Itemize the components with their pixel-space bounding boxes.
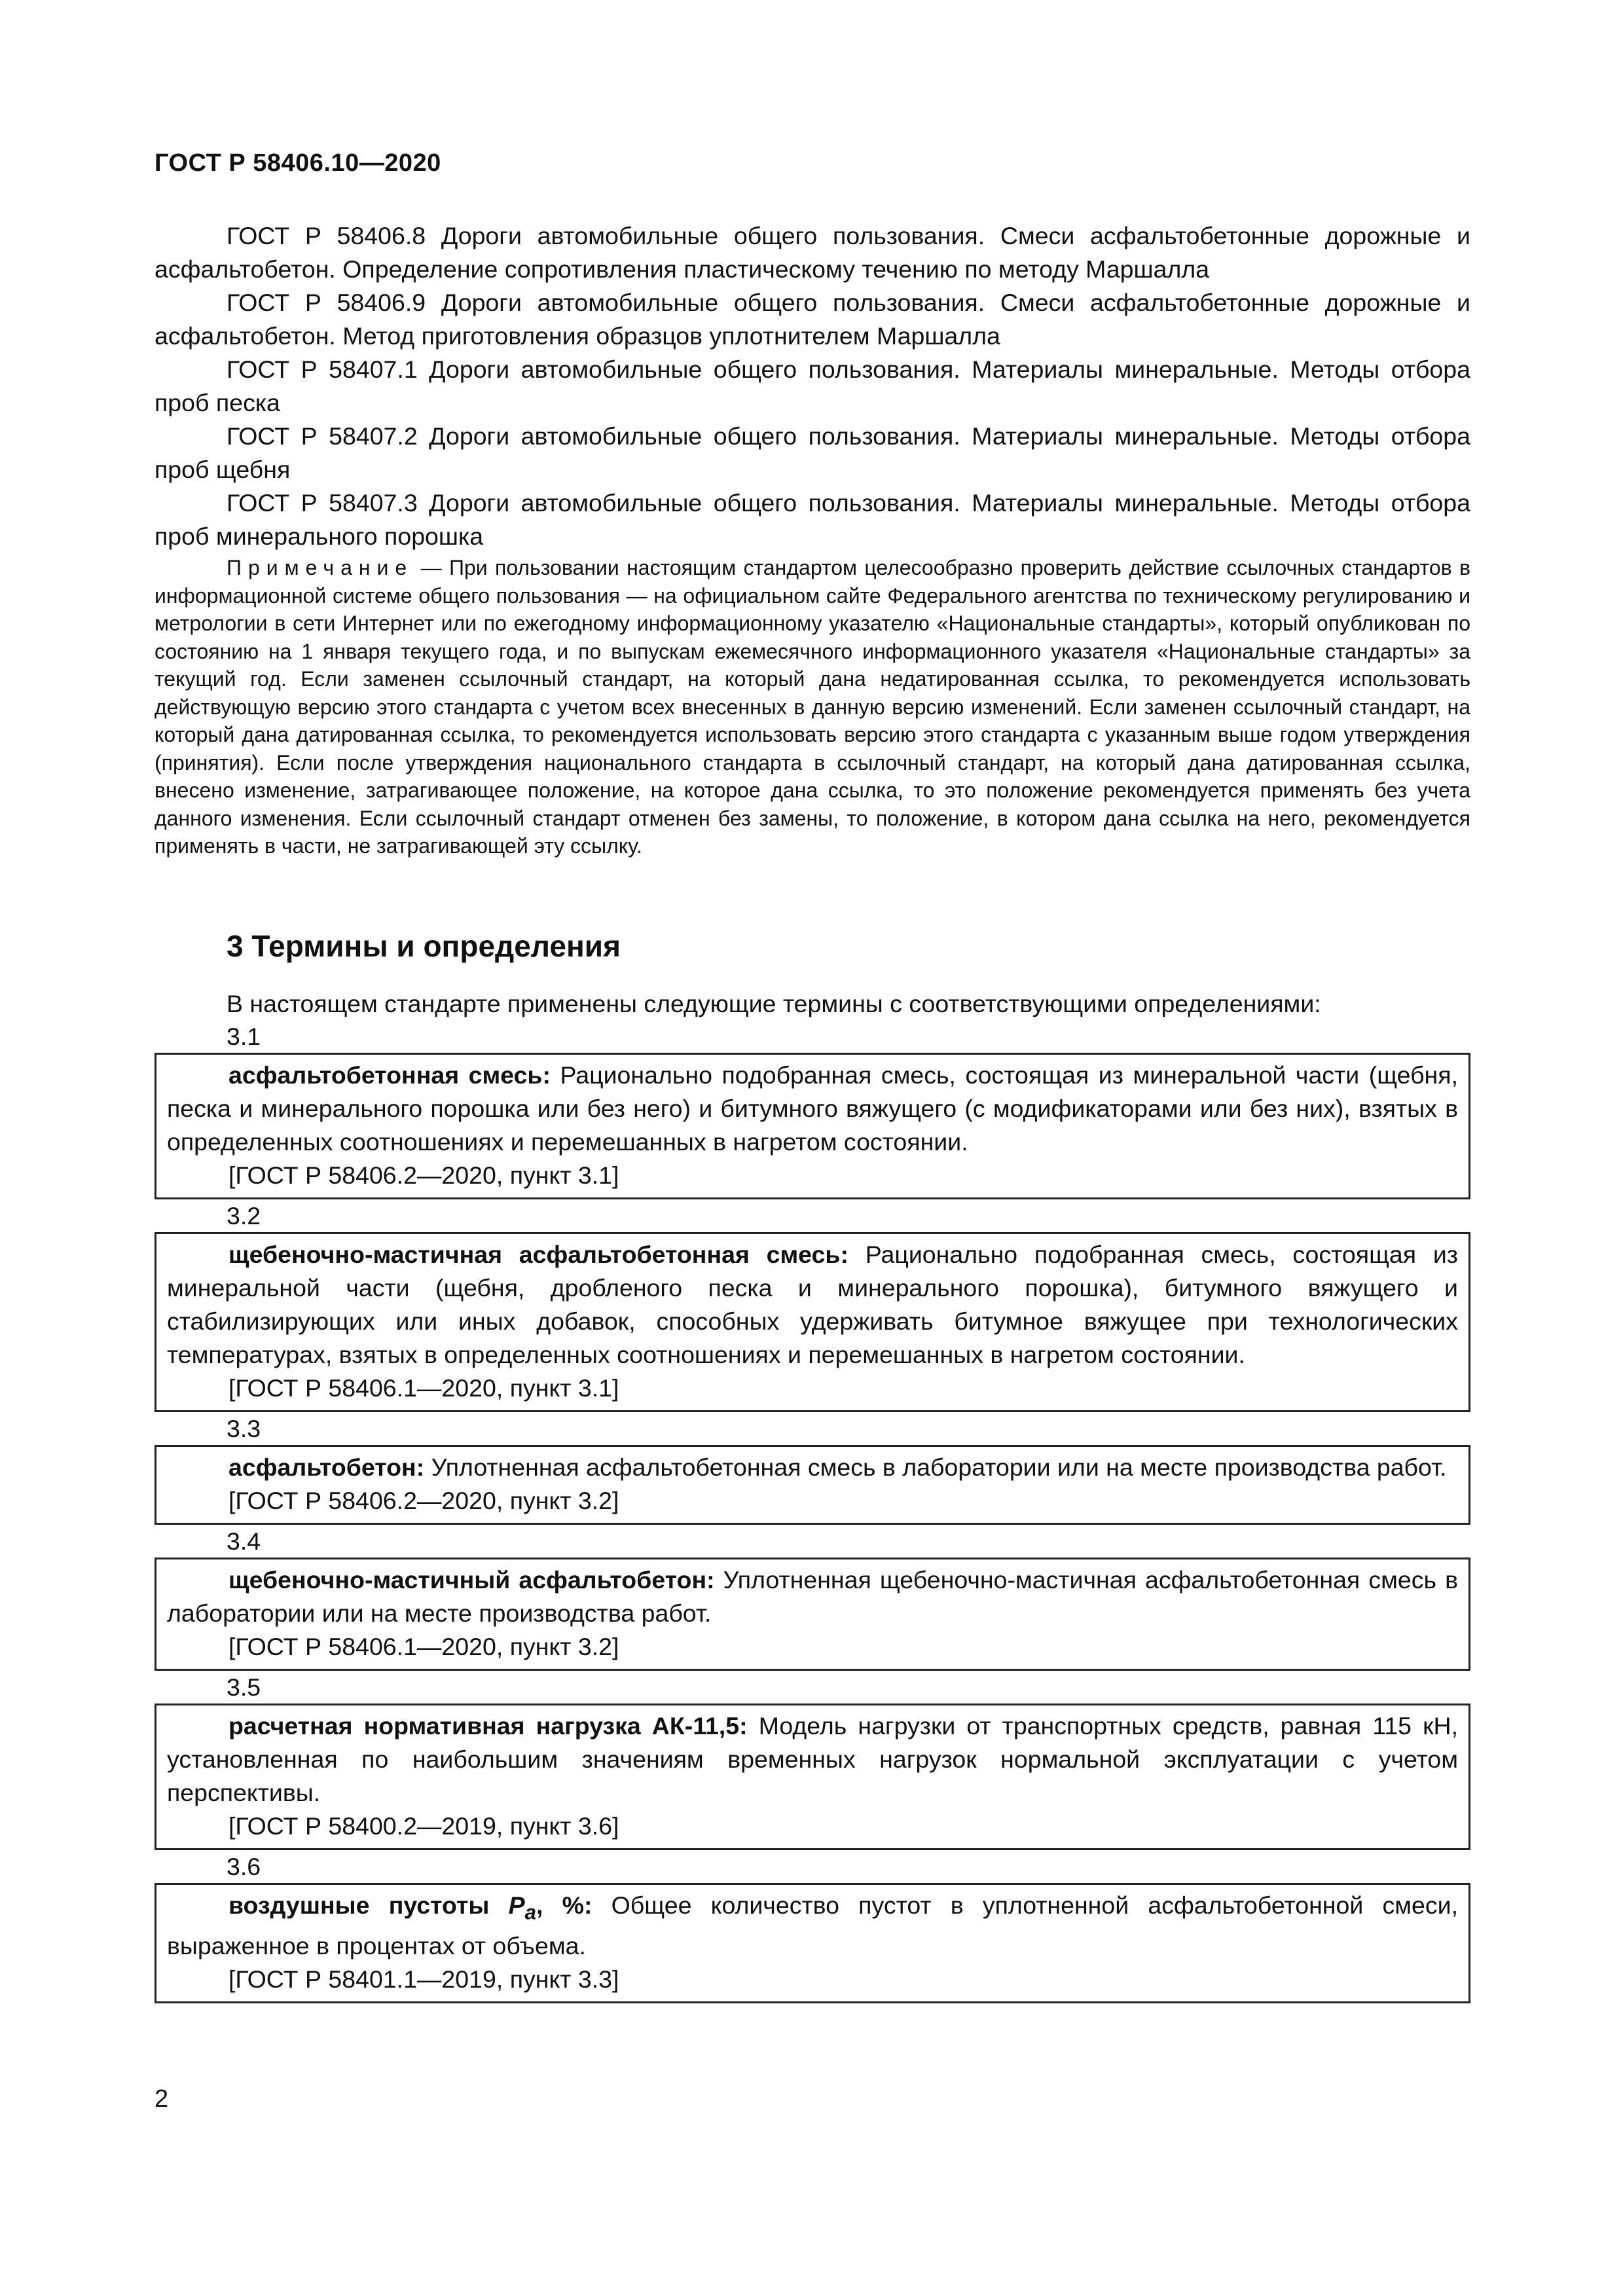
term-name: асфальтобетон:	[228, 1453, 425, 1481]
references-note	[155, 554, 1470, 860]
term-name: щебеночно-мастичная асфальтобетонная смесь:	[228, 1241, 848, 1268]
terms-list	[155, 1020, 1470, 2003]
note-label: Примечание	[227, 556, 414, 579]
term-source: [ГОСТ Р 58401.1—2019, пункт 3.3]	[228, 1965, 619, 1993]
term-name: щебеночно-мастичный асфальтобетон:	[228, 1566, 715, 1594]
document-code-header: ГОСТ Р 58406.10—2020	[155, 149, 441, 177]
term-definition: Модель нагрузки от транспортных средств, равная 115 кН, установленная по наибольшим значениям временных нагрузок нормальной эксплуатации с учетом перспективы.	[167, 1712, 1458, 1806]
reference-item: ГОСТ Р 58406.9 Дороги автомобильные общего пользования. Смеси асфальтобетонные дорожные и асфальтобетон. Метод приготовления образцов уплотнителем Маршалла	[155, 289, 1470, 350]
term-definition: Рационально подобранная смесь, состоящая из минеральной части (щебня, песка и минерального порошка или без него) и битумного вяжущего (с модификаторами или без них), взятых в определенных соотношениях и перемешанных в нагретом состоянии.	[167, 1061, 1458, 1156]
term-source: [ГОСТ Р 58406.1—2020, пункт 3.2]	[228, 1633, 619, 1660]
term-number: 3.2	[227, 1202, 261, 1230]
term-name	[228, 1891, 593, 1924]
section-intro: В настоящем стандарте применены следующие термины с соответствующими определениями:	[227, 990, 1321, 1017]
term-symbol-subscript: a	[524, 1901, 536, 1924]
term-definition-box	[155, 1053, 1470, 1199]
reference-item: ГОСТ Р 58406.8 Дороги автомобильные общего пользования. Смеси асфальтобетонные дорожные и асфальтобетон. Определение сопротивления пластическому течению по методу Маршалла	[155, 222, 1470, 283]
term-source: [ГОСТ Р 58406.1—2020, пункт 3.1]	[228, 1374, 619, 1402]
normative-references-list	[155, 219, 1470, 553]
term-symbol: P	[508, 1891, 525, 1919]
section-title: 3 Термины и определения	[227, 929, 621, 963]
term-number: 3.6	[227, 1853, 261, 1880]
term-name-text: воздушные пустоты	[228, 1891, 509, 1919]
term-source: [ГОСТ Р 58400.2—2019, пункт 3.6]	[228, 1812, 619, 1840]
term-number: 3.3	[227, 1415, 261, 1442]
page-number: 2	[155, 2085, 169, 2113]
term-definition-box	[155, 1883, 1470, 2003]
term-definition: Уплотненная асфальтобетонная смесь в лаборатории или на месте производства работ.	[424, 1453, 1447, 1481]
term-definition-box	[155, 1445, 1470, 1525]
term-definition-box	[155, 1558, 1470, 1671]
reference-item: ГОСТ Р 58407.3 Дороги автомобильные общего пользования. Материалы минеральные. Методы отбора проб минерального порошка	[155, 489, 1470, 550]
reference-item: ГОСТ Р 58407.1 Дороги автомобильные общего пользования. Материалы минеральные. Методы отбора проб песка	[155, 355, 1470, 416]
term-number: 3.4	[227, 1527, 261, 1555]
term-definition: Уплотненная щебеночно-мастичная асфальтобетонная смесь в лаборатории или на месте производства работ.	[167, 1566, 1458, 1627]
term-definition-box	[155, 1704, 1470, 1850]
term-number: 3.5	[227, 1673, 261, 1701]
term-definition: Общее количество пустот в уплотненной асфальтобетонной смеси, выраженное в процентах от объема.	[167, 1891, 1459, 1959]
term-name-tail: , %:	[536, 1891, 593, 1919]
term-source: [ГОСТ Р 58406.2—2020, пункт 3.1]	[228, 1161, 619, 1189]
term-name: расчетная нормативная нагрузка АК-11,5:	[228, 1712, 748, 1740]
term-definition-box	[155, 1232, 1470, 1412]
term-number: 3.1	[227, 1023, 261, 1050]
term-name: асфальтобетонная смесь:	[228, 1061, 551, 1089]
term-source: [ГОСТ Р 58406.2—2020, пункт 3.2]	[228, 1487, 619, 1514]
note-text: — При пользовании настоящим стандартом целесообразно проверить действие ссылочных стандартов в информационной системе общего пользования — на официальном сайте Федерального агентства по техническому регулированию и метрологии в сети Интернет или по ежегодному информационному указателю «Национальные стандарты», который опубликован по состоянию на 1 января текущего года, и по выпускам ежемесячного информационного указателя «Национальные стандарты» за текущий год. Если заменен ссылочный стандарт, на который дана недатированная ссылка, то рекомендуется использовать действующую версию этого стандарта с учетом всех внесенных в данную версию изменений. Если заменен ссылочный стандарт, на который дана датированная ссылка, то рекомендуется использовать версию этого стандарта с указанным выше годом утверждения (принятия). Если после утверждения национального стандарта в ссылочный стандарт, на который дана датированная ссылка, внесено изменение, затрагивающее положение, на которое дана ссылка, то это положение рекомендуется применять без учета данного изменения. Если ссылочный стандарт отменен без замены, то положение, в котором дана ссылка на него, рекомендуется применять в части, не затрагивающей эту ссылку.	[155, 556, 1470, 858]
reference-item: ГОСТ Р 58407.2 Дороги автомобильные общего пользования. Материалы минеральные. Методы отбора проб щебня	[155, 422, 1470, 483]
term-definition: Рационально подобранная смесь, состоящая из минеральной части (щебня, дробленого песка и минерального порошка), битумного вяжущего и стабилизирующих или иных добавок, способных удерживать битумное вяжущее при технологических температурах, взятых в определенных соотношениях и перемешанных в нагретом состоянии.	[167, 1241, 1458, 1368]
